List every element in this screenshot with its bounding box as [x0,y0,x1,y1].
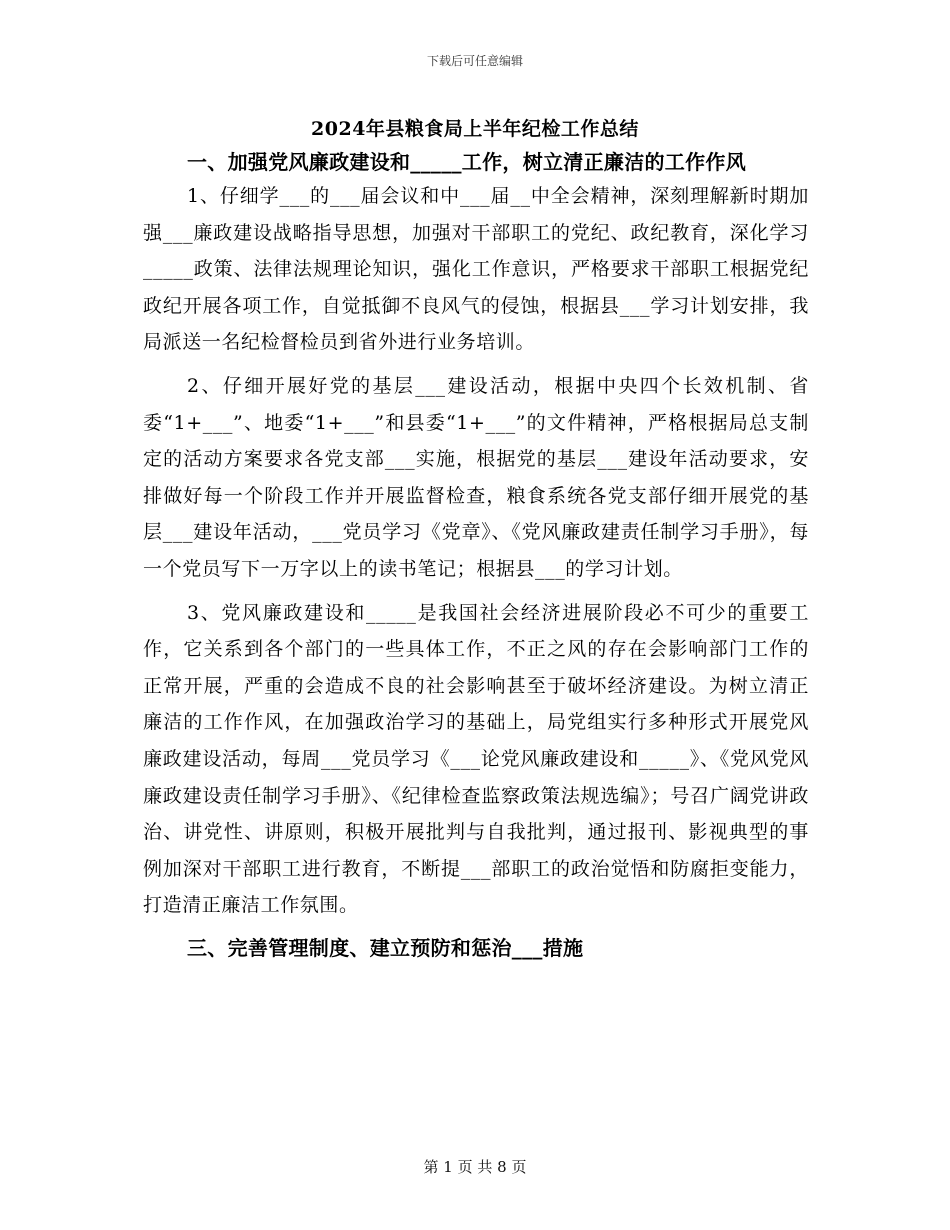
paragraph-1: 1、仔细学___的___届会议和中___届__中全会精神，深刻理解新时期加强___廉政建设战略指导思想，加强对干部职工的党纪、政纪教育，深化学习_____政策、法律法规理论知识，强化工作意识，严格要求干部职工根据党纪政纪开展各项工作，自觉抵御不良风气的侵蚀，根据县___学习计划安排，我局派送一名纪检督检员到省外进行业务培训。 [143,185,809,354]
document-title: 2024年县粮食局上半年纪检工作总结 [311,118,639,140]
paragraph-2: 2、仔细开展好党的基层___建设活动，根据中央四个长效机制、省委“1+___”、地委“1+___”和县委“1+___”的文件精神，严格根据局总支制定的活动方案要求各党支部___实施，根据党的基层___建设年活动要求，安排做好每一个阶段工作并开展监督检查，粮食系统各党支部仔细开展党的基层___建设年活动，___党员学习《党章》、《党风廉政建责任制学习手册》，每一个党员写下一万字以上的读书笔记；根据县___的学习计划。 [143,374,809,580]
page-header-note: 下载后可任意编辑 [426,54,523,68]
section-heading-3: 三、完善管理制度、建立预防和惩治___措施 [187,935,584,960]
section-heading-1: 一、加强党风廉政建设和_____工作，树立清正廉洁的工作作风 [187,150,746,174]
document-body [143,146,809,964]
paragraph-3: 3、党风廉政建设和_____是我国社会经济进展阶段必不可少的重要工作，它关系到各个部门的一些具体工作，不正之风的存在会影响部门工作的正常开展，严重的会造成不良的社会影响甚至于破坏经济建设。为树立清正廉洁的工作作风，在加强政治学习的基础上，局党组实行多种形式开展党风廉政建设活动，每周___党员学习《___论党风廉政建设和_____》、《党风党风廉政建设责任制学习手册》、《纪律检查监察政策法规选编》；号召广阔党讲政治、讲党性、讲原则，积极开展批判与自我批判，通过报刊、影视典型的事例加深对干部职工进行教育，不断提___部职工的政治觉悟和防腐拒变能力，打造清正廉洁工作氛围。 [143,601,809,917]
page-number: 第 1 页 共 8 页 [423,1158,527,1176]
